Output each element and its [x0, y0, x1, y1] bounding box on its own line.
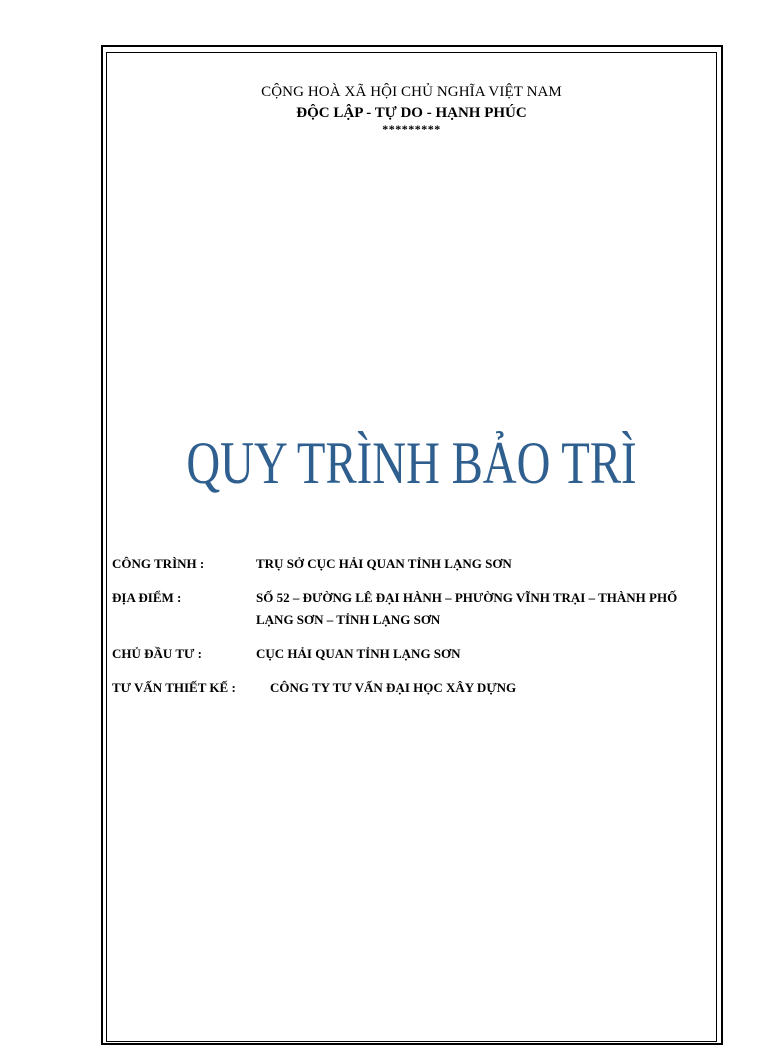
- info-row-investor: [112, 643, 702, 665]
- consultant-label: TƯ VẤN THIẾT KẾ :: [112, 680, 236, 695]
- document-title: QUY TRÌNH BẢO TRÌ: [186, 430, 637, 496]
- nation-name: CỘNG HOÀ XÃ HỘI CHỦ NGHĨA VIỆT NAM: [261, 84, 562, 100]
- project-value: TRỤ SỞ CỤC HẢI QUAN TỈNH LẠNG SƠN: [256, 556, 512, 571]
- info-row-project: [112, 553, 702, 575]
- document-header: [106, 82, 717, 135]
- page-border-inner: [106, 52, 717, 1042]
- national-motto: ĐỘC LẬP - TỰ DO - HẠNH PHÚC: [296, 105, 527, 121]
- project-label: CÔNG TRÌNH :: [112, 556, 205, 571]
- location-value: SỐ 52 – ĐƯỜNG LÊ ĐẠI HÀNH – PHƯỜNG VĨNH TRẠI – THÀNH PHỐ LẠNG SƠN – TỈNH LẠNG SƠN: [256, 590, 678, 627]
- info-row-location: [112, 587, 702, 631]
- investor-label: CHỦ ĐẦU TƯ :: [112, 646, 202, 661]
- header-separator: *********: [382, 122, 441, 136]
- info-row-consultant: [112, 677, 702, 699]
- consultant-value: CÔNG TY TƯ VẤN ĐẠI HỌC XÂY DỰNG: [270, 680, 517, 695]
- project-info: [112, 553, 702, 711]
- investor-value: CỤC HẢI QUAN TỈNH LẠNG SƠN: [256, 646, 461, 661]
- location-label: ĐỊA ĐIỂM :: [112, 590, 182, 605]
